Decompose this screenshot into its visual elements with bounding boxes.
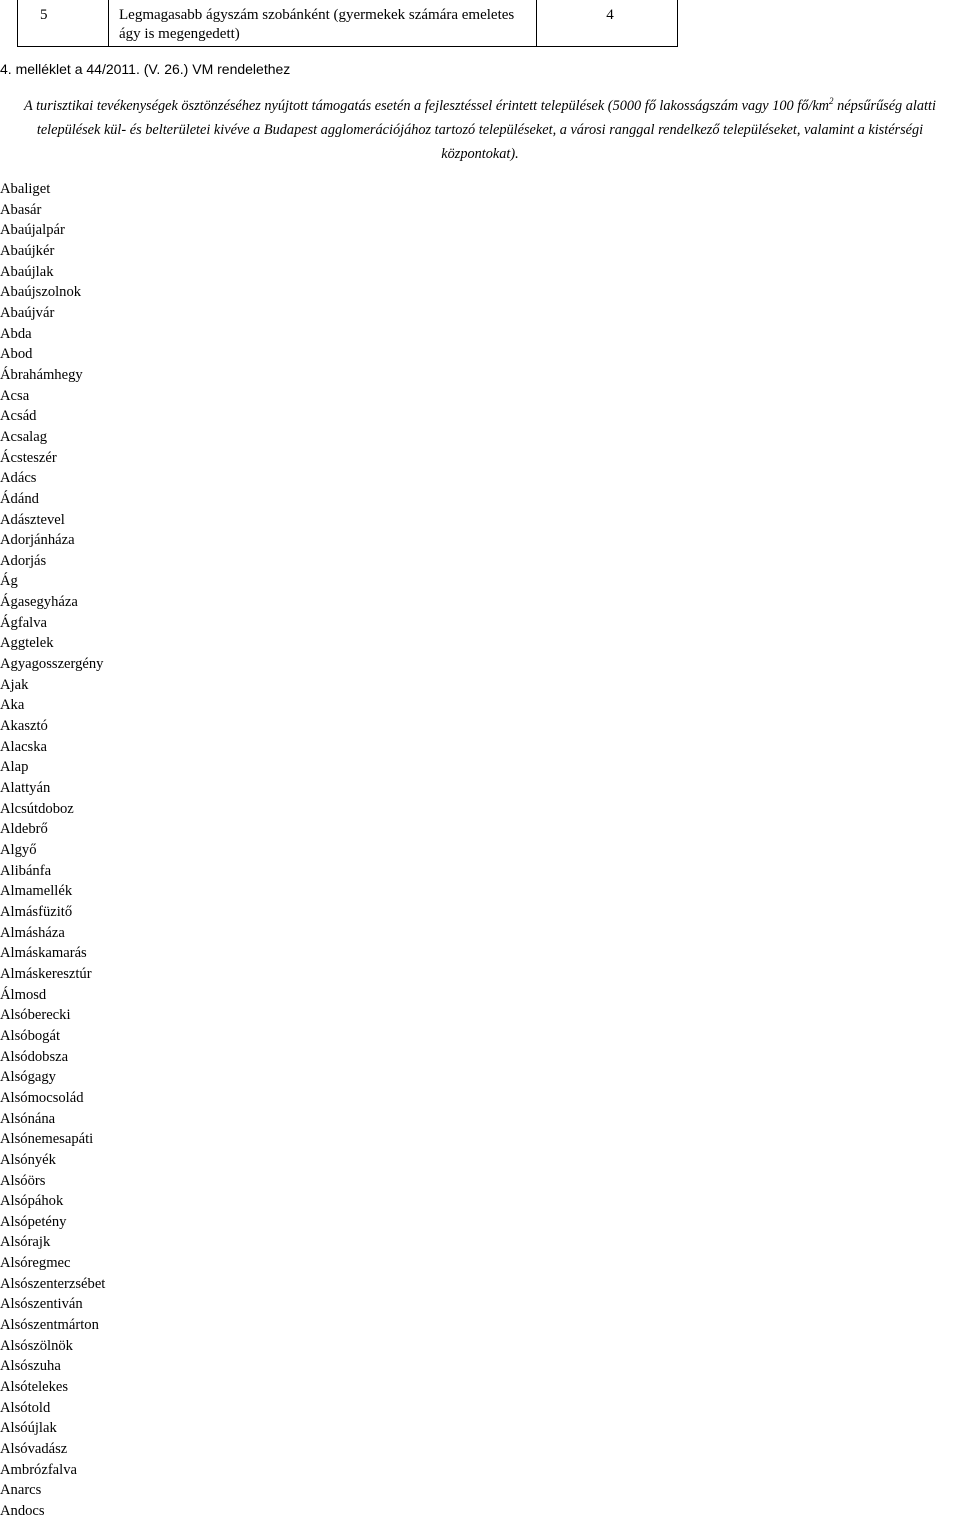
intro-text-end: népsűrűség alatti települések kül- és belterületei kivéve a Budapest agglomerációjához tartozó településeket, a városi ranggal rendelkező településeket, valamint a kistérségi központokat). <box>36 98 936 162</box>
town-list <box>0 179 105 1522</box>
list-item: Abaliget <box>0 181 51 197</box>
list-item: Acsád <box>0 408 37 425</box>
intro-text-start: A turisztikai tevékenységek ösztönzéséhez nyújtott támogatás esetén a fejlesztéssel érintett települések (5000 fő lakosságszám vagy 100 fő/km <box>24 98 829 114</box>
list-item: Alap <box>0 759 29 776</box>
list-item: Alibánfa <box>0 862 52 879</box>
table-row <box>18 0 678 47</box>
list-item: Adorjás <box>0 552 47 569</box>
list-item: Abasár <box>0 201 42 218</box>
list-item: Ádánd <box>0 490 39 507</box>
list-item: Alsógagy <box>0 1069 56 1086</box>
list-item: Alsóvadász <box>0 1441 68 1458</box>
list-item: Alsóújlak <box>0 1420 57 1437</box>
list-item: Alsódobsza <box>0 1048 69 1065</box>
list-item: Alacska <box>0 738 48 755</box>
row-number: 5 <box>18 0 109 47</box>
list-item: Aldebrő <box>0 821 48 838</box>
list-item: Acsa <box>0 387 30 404</box>
list-item: Ambrózfalva <box>0 1461 77 1478</box>
list-item: Alsószuha <box>0 1358 61 1375</box>
criteria-table <box>17 0 678 47</box>
list-item: Abod <box>0 346 33 363</box>
list-item: Alattyán <box>0 780 51 797</box>
annex-title: 4. melléklet a 44/2011. (V. 26.) VM rendelethez <box>0 61 291 77</box>
list-item: Alsómocsolád <box>0 1089 84 1106</box>
list-item: Almásháza <box>0 924 65 941</box>
list-item: Abda <box>0 325 32 342</box>
list-item: Anarcs <box>0 1482 42 1499</box>
list-item: Abaújlak <box>0 263 54 280</box>
list-item: Adásztevel <box>0 511 65 528</box>
list-item: Agyagosszergény <box>0 656 104 673</box>
list-item: Alsószentmárton <box>0 1317 99 1334</box>
list-item: Adorjánháza <box>0 532 75 549</box>
list-item: Ábrahámhegy <box>0 366 83 383</box>
list-item: Almáskamarás <box>0 945 87 962</box>
row-description: Legmagasabb ágyszám szobánként (gyermekek számára emeletes ágy is megengedett) <box>109 0 537 47</box>
list-item: Alsószentiván <box>0 1296 83 1313</box>
list-item: Alsórajk <box>0 1234 51 1251</box>
list-item: Alsóbogát <box>0 1027 60 1044</box>
list-item: Ágasegyháza <box>0 594 78 611</box>
list-item: Alsószenterzsébet <box>0 1275 106 1292</box>
list-item: Alsónána <box>0 1110 56 1127</box>
list-item: Ajak <box>0 676 29 693</box>
list-item: Acsalag <box>0 428 48 445</box>
list-item: Abaújkér <box>0 242 55 259</box>
list-item: Alsóregmec <box>0 1255 71 1272</box>
list-item: Almásfüzitő <box>0 903 73 920</box>
list-item: Alsóörs <box>0 1172 46 1189</box>
list-item: Alsószölnök <box>0 1337 73 1354</box>
list-item: Andocs <box>0 1503 45 1519</box>
list-item: Algyő <box>0 842 37 858</box>
list-item: Ág <box>0 573 18 590</box>
list-item: Alsótold <box>0 1399 51 1416</box>
intro-superscript: 2 <box>829 96 834 106</box>
list-item: Ácsteszér <box>0 449 57 466</box>
list-item: Alsónemesapáti <box>0 1131 94 1148</box>
list-item: Ágfalva <box>0 614 48 631</box>
list-item: Akasztó <box>0 718 48 735</box>
list-item: Alcsútdoboz <box>0 800 74 817</box>
list-item: Alsótelekes <box>0 1379 69 1396</box>
list-item: Alsópetény <box>0 1213 67 1230</box>
list-item: Almamellék <box>0 883 73 900</box>
list-item: Aka <box>0 697 25 714</box>
list-item: Abaújszolnok <box>0 284 82 301</box>
list-item: Álmosd <box>0 986 47 1003</box>
list-item: Abaújvár <box>0 304 55 321</box>
list-item: Aggtelek <box>0 635 54 652</box>
row-value: 4 <box>537 0 678 47</box>
list-item: Alsópáhok <box>0 1193 64 1210</box>
list-item: Alsónyék <box>0 1151 56 1168</box>
intro-paragraph <box>0 94 960 166</box>
list-item: Alsóberecki <box>0 1007 71 1024</box>
list-item: Almáskeresztúr <box>0 965 92 982</box>
list-item: Adács <box>0 470 37 487</box>
list-item: Abaújalpár <box>0 222 65 239</box>
